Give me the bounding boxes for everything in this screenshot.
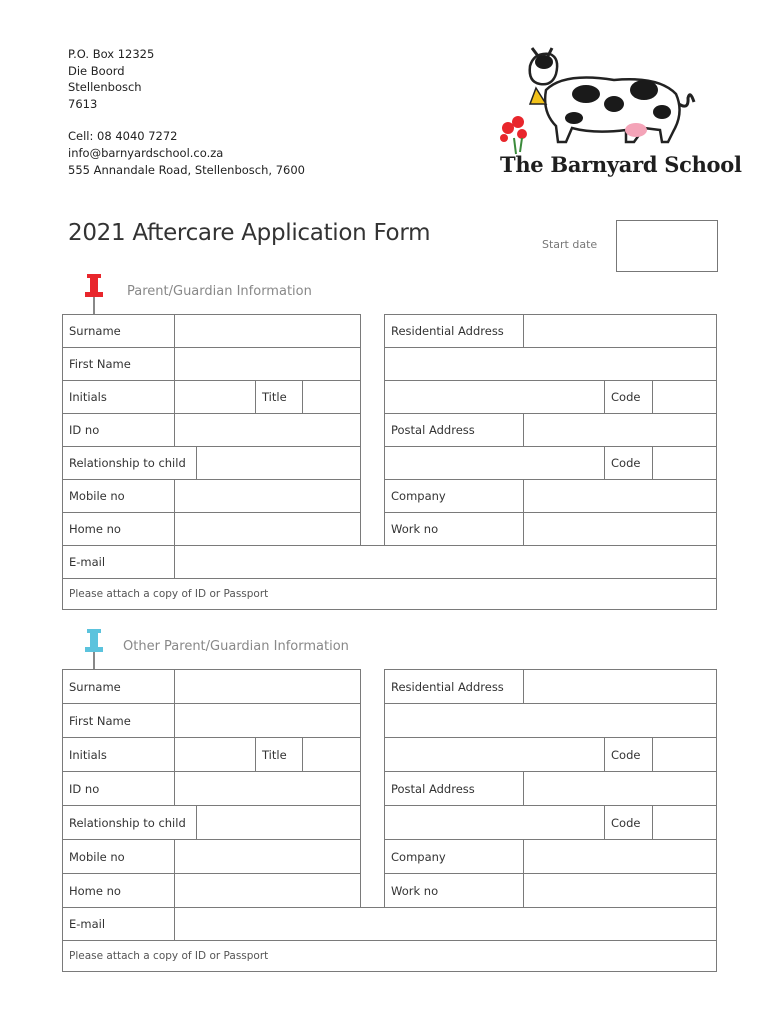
mobile-input[interactable] — [174, 479, 361, 513]
company-input[interactable] — [523, 479, 717, 513]
email-label: E-mail — [62, 545, 175, 579]
title-label: Title — [255, 380, 303, 414]
postal-input[interactable] — [523, 771, 717, 806]
home-input[interactable] — [174, 873, 361, 908]
first-name-input[interactable] — [174, 703, 361, 738]
form-title: 2021 Aftercare Application Form — [68, 220, 431, 246]
residential-label: Residential Address — [384, 669, 524, 704]
title-label: Title — [255, 737, 303, 772]
relationship-label: Relationship to child — [62, 805, 197, 840]
id-no-input[interactable] — [174, 413, 361, 447]
section-2-heading: Other Parent/Guardian Information — [123, 639, 349, 654]
title-input[interactable] — [302, 737, 361, 772]
residential-label: Residential Address — [384, 314, 524, 348]
initials-input[interactable] — [174, 737, 256, 772]
relationship-input[interactable] — [196, 446, 361, 480]
mobile-input[interactable] — [174, 839, 361, 874]
postal-code-input[interactable] — [652, 446, 717, 480]
residential-line-2[interactable] — [384, 347, 717, 381]
address-line-2: Die Boord — [68, 63, 125, 78]
email-input[interactable] — [174, 545, 717, 579]
residential-input[interactable] — [523, 669, 717, 704]
start-date-field[interactable] — [616, 220, 718, 272]
blue-pushpin-icon — [83, 627, 105, 671]
surname-input[interactable] — [174, 669, 361, 704]
title-input[interactable] — [302, 380, 361, 414]
id-no-label: ID no — [62, 771, 175, 806]
company-label: Company — [384, 839, 524, 874]
company-input[interactable] — [523, 839, 717, 874]
surname-input[interactable] — [174, 314, 361, 348]
home-input[interactable] — [174, 512, 361, 546]
surname-label: Surname — [62, 669, 175, 704]
initials-input[interactable] — [174, 380, 256, 414]
postal-input[interactable] — [523, 413, 717, 447]
residential-line-3[interactable] — [384, 737, 605, 772]
company-label: Company — [384, 479, 524, 513]
cell-number: Cell: 08 4040 7272 — [68, 129, 178, 144]
attach-id-note: Please attach a copy of ID or Passport — [62, 940, 717, 972]
postal-label: Postal Address — [384, 771, 524, 806]
work-input[interactable] — [523, 512, 717, 546]
residential-line-3[interactable] — [384, 380, 605, 414]
residential-code-input[interactable] — [652, 737, 717, 772]
address-line-1: P.O. Box 12325 — [68, 47, 155, 61]
parent-guardian-form — [62, 314, 717, 610]
relationship-label: Relationship to child — [62, 446, 197, 480]
address-line-4: 7613 — [68, 96, 98, 111]
work-label: Work no — [384, 873, 524, 908]
email-address: info@barnyardschool.co.za — [68, 145, 224, 160]
residential-input[interactable] — [523, 314, 717, 348]
other-parent-guardian-form — [62, 669, 717, 972]
street-address: 555 Annandale Road, Stellenbosch, 7600 — [68, 162, 305, 177]
work-input[interactable] — [523, 873, 717, 908]
initials-label: Initials — [62, 380, 175, 414]
mobile-label: Mobile no — [62, 839, 175, 874]
code-label: Code — [604, 380, 653, 414]
postal-code-input[interactable] — [652, 805, 717, 840]
work-label: Work no — [384, 512, 524, 546]
relationship-input[interactable] — [196, 805, 361, 840]
id-no-label: ID no — [62, 413, 175, 447]
code-label: Code — [604, 446, 653, 480]
attach-id-note: Please attach a copy of ID or Passport — [62, 578, 717, 610]
school-name: The Barnyard School — [500, 152, 742, 177]
email-label: E-mail — [62, 907, 175, 941]
residential-code-input[interactable] — [652, 380, 717, 414]
mobile-label: Mobile no — [62, 479, 175, 513]
residential-line-2[interactable] — [384, 703, 717, 738]
home-label: Home no — [62, 512, 175, 546]
start-date-label: Start date — [542, 238, 598, 251]
first-name-label: First Name — [62, 347, 175, 381]
email-input[interactable] — [174, 907, 717, 941]
address-line-3: Stellenbosch — [68, 80, 142, 95]
code-label: Code — [604, 805, 653, 840]
surname-label: Surname — [62, 314, 175, 348]
school-address-block — [68, 46, 305, 178]
red-pushpin-icon — [83, 272, 105, 316]
postal-label: Postal Address — [384, 413, 524, 447]
initials-label: Initials — [62, 737, 175, 772]
first-name-label: First Name — [62, 703, 175, 738]
postal-line-2[interactable] — [384, 446, 605, 480]
postal-line-2[interactable] — [384, 805, 605, 840]
first-name-input[interactable] — [174, 347, 361, 381]
home-label: Home no — [62, 873, 175, 908]
id-no-input[interactable] — [174, 771, 361, 806]
section-1-heading: Parent/Guardian Information — [127, 284, 312, 299]
code-label: Code — [604, 737, 653, 772]
